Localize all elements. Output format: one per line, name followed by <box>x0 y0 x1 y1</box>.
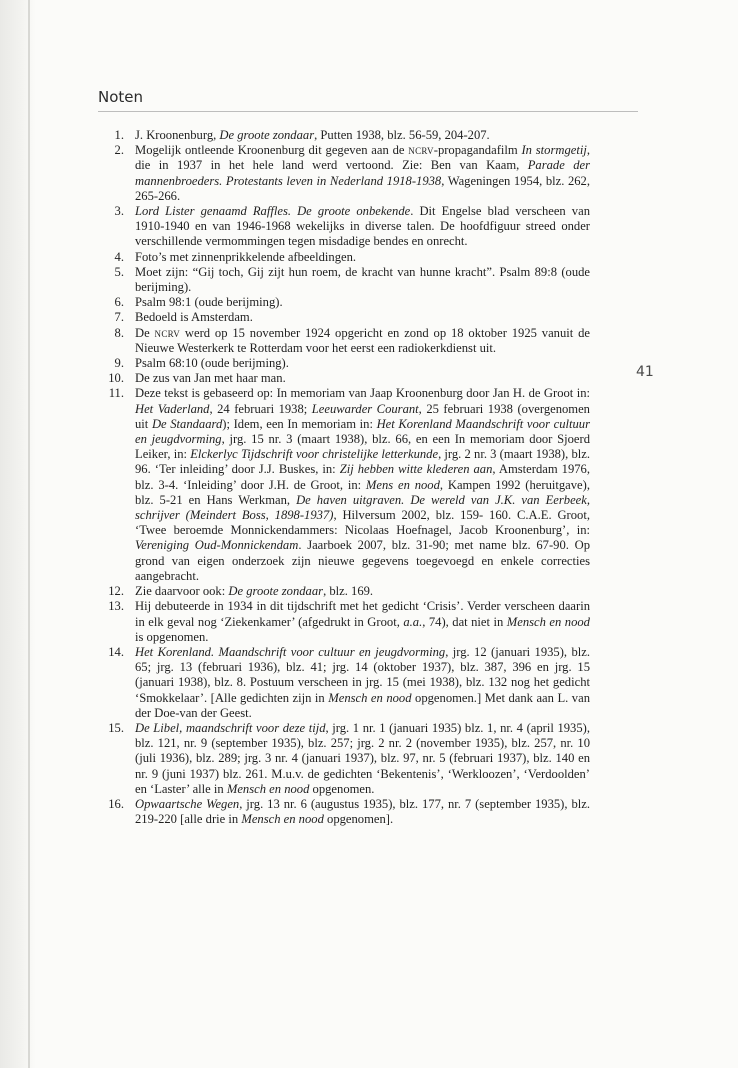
note-item <box>98 128 590 143</box>
note-text: Psalm 98:1 (oude berijming). <box>135 295 283 310</box>
note-number: 14. <box>108 644 124 659</box>
note-number: 4. <box>114 249 124 264</box>
note-text: Hij debuteerde in 1934 in dit tijdschrift met het gedicht ‘Crisis’. Verder verscheen daarin in elk geval nog ‘Ziekenkamer’ (afgedrukt in Groot, a.a., 74), dat niet in Mensch en nood is opgenomen. <box>135 599 590 644</box>
note-item <box>98 265 590 295</box>
note-number: 3. <box>114 204 124 219</box>
heading-rule <box>98 111 638 112</box>
note-item <box>98 797 590 827</box>
note-number: 16. <box>108 796 124 811</box>
note-number: 15. <box>108 720 124 735</box>
note-number: 6. <box>114 295 124 310</box>
page-heading: Noten <box>98 88 144 106</box>
note-number: 10. <box>108 371 124 386</box>
note-text: Moet zijn: “Gij toch, Gij zijt hun roem, de kracht van hunne kracht”. Psalm 89:8 (oude berijming). <box>135 264 590 295</box>
book-gutter <box>0 0 36 1068</box>
note-text: Deze tekst is gebaseerd op: In memoriam van Jaap Kroonenburg door Jan H. de Groot in: Het Vaderland, 24 februari 1938; Leeuwarder Courant, 25 februari 1938 (overgenomen uit De Standaard); Idem, een In memoriam in: Het Korenland Maandschrift voor cultuur en jeugdvorming, jrg. 15 nr. 3 (maart 1938), blz. 66, en een In memoriam door Sjoerd Leiker, in: Elckerlyc Tijdschrift voor christelijke letterkunde, jrg. 2 nr. 3 (maart 1938), blz. 96. ‘Ter inleiding’ door J.J. Buskes, in: Zij hebben witte klederen aan, Amsterdam 1976, blz. 3-4. ‘Inleiding’ door J.H. de Groot, in: Mens en nood, Kampen 1992 (heruitgave), blz. 5-21 en Hans Werkman, De haven uitgraven. De wereld van J.K. van Eerbeek, schrijver (Meindert Boss, 1898-1937), Hilversum 2002, blz. 159- 160. C.A.E. Groot, ‘Twee beroemde Monnickendammers: Nicolaas Hoefnagel, Jacob Kroonenburg’, in: Vereniging Oud-Monnickendam. Jaarboek 2007, blz. 31-90; met name blz. 67-90. Op grond van eigen onderzoek zijn nieuwe gegevens toegevoegd en enkele correcties aangebracht. <box>135 386 591 583</box>
note-text: Zie daarvoor ook: De groote zondaar, blz. 169. <box>135 584 374 599</box>
gutter-line <box>28 0 30 1068</box>
note-number: 12. <box>108 584 124 599</box>
note-item <box>98 295 590 310</box>
note-item <box>98 721 590 797</box>
note-item <box>98 599 590 645</box>
note-number: 1. <box>114 128 124 142</box>
note-item <box>98 204 590 250</box>
page-number: 41 <box>636 364 654 380</box>
note-text: Het Korenland. Maandschrift voor cultuur en jeugdvorming, jrg. 12 (januari 1935), blz. 65; jrg. 13 (februari 1936), blz. 41; jrg. 14 (oktober 1937), blz. 387, 396 en jrg. 15 (januari 1938), blz. 8. Postuum verscheen in jrg. 15 (mei 1938), blz. 132 nog het gedicht ‘Smokkelaar’. [Alle gedichten zijn in Mensch en nood opgenomen.] Met dank aan L. van der Doe-van der Geest. <box>135 644 590 720</box>
note-number: 8. <box>114 325 124 340</box>
note-item <box>98 143 590 204</box>
note-text: Psalm 68:10 (oude berijming). <box>135 356 289 371</box>
note-number: 2. <box>114 143 124 158</box>
note-text: Lord Lister genaamd Raffles. De groote onbekende. Dit Engelse blad verscheen van 1910-1940 en van 1946-1968 wekelijks in diverse talen. De hoofdfiguur streed onder verschillende vermommingen tegen misdadige bendes en onrecht. <box>135 204 590 249</box>
note-text: Bedoeld is Amsterdam. <box>135 310 253 325</box>
note-item <box>98 584 590 599</box>
note-item <box>98 310 590 325</box>
note-number: 11. <box>108 386 124 401</box>
note-item <box>98 356 590 371</box>
note-item <box>98 386 590 584</box>
note-text: De Libel, maandschrift voor deze tijd, jrg. 1 nr. 1 (januari 1935) blz. 1, nr. 4 (april 1935), blz. 121, nr. 9 (september 1935), blz. 257; jrg. 2 nr. 2 (november 1935), blz. 257, nr. 10 (juli 1936), blz. 289; jrg. 3 nr. 4 (januari 1937), blz. 97, nr. 5 (februari 1937), blz. 140 en nr. 9 (juni 1937) blz. 261. M.u.v. de gedichten ‘Bekentenis’, ‘Werkloozen’, ‘Verdoolden’ en ‘Laster’ alle in Mensch en nood opgenomen. <box>135 720 590 796</box>
note-number: 13. <box>108 599 124 614</box>
note-text: Mogelijk ontleende Kroonenburg dit gegeven aan de ncrv-propagandafilm In stormgetij, die in 1937 in het hele land werd vertoond. Zie: Ben van Kaam, Parade der mannenbroeders. Protestants leven in Nederland 1918-1938, Wageningen 1954, blz. 262, 265-266. <box>135 143 591 203</box>
note-text: De ncrv werd op 15 november 1924 opgericht en zond op 18 oktober 1925 vanuit de Nieuwe Westerkerk te Rotterdam voor het eerst een radiokerkdienst uit. <box>135 325 590 355</box>
note-number: 5. <box>114 264 124 279</box>
note-text: De zus van Jan met haar man. <box>135 371 286 386</box>
note-item <box>98 645 590 721</box>
note-number: 7. <box>114 310 124 325</box>
note-number: 9. <box>114 356 124 371</box>
note-text: Foto’s met zinnenprikkelende afbeeldingen. <box>135 249 357 264</box>
note-item <box>98 326 590 356</box>
note-text: J. Kroonenburg, De groote zondaar, Putten 1938, blz. 56-59, 204-207. <box>135 128 490 142</box>
notes-list <box>98 128 590 827</box>
note-text: Opwaartsche Wegen, jrg. 13 nr. 6 (augustus 1935), blz. 177, nr. 7 (september 1935), blz. 219-220 [alle drie in Mensch en nood opgenomen]. <box>135 796 590 827</box>
note-item <box>98 250 590 265</box>
note-item <box>98 371 590 386</box>
